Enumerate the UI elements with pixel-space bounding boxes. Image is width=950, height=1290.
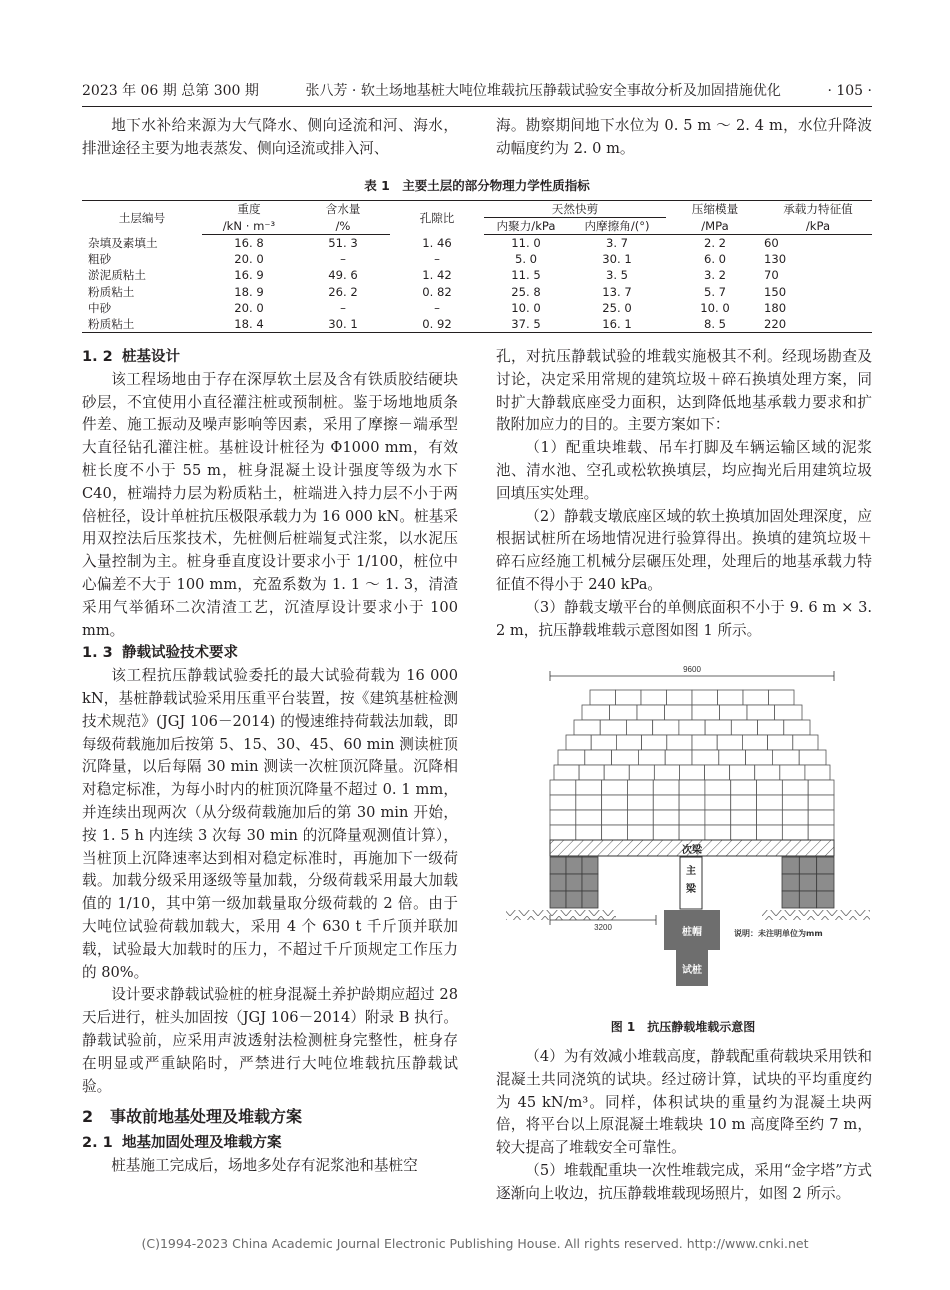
counterweight-block [591, 735, 616, 750]
paragraph-pile-design: 该工程场地由于存在深厚软土层及含有铁质胶结硬块砂层，不宜使用小直径灌注桩或预制桩。鉴于场地地质条件差、施工振动及噪声影响等因素，采用了摩擦－端承型大直径钻孔灌注桩。基桩设计桩径为 Φ1000 mm，有效桩长度不小于 55 m，桩身混凝土设计强度等级为水下 C40，桩端持力层为粉质粘土，桩端进入持力层不小于两倍桩径，设计单桩抗压极限承载力为 16 000 kN。桩基采用双控法后压浆技术，先桩侧后桩端复式注浆，以水泥压入量控制为主。桩身垂直度设计要求小于 1/100，桩位中心偏差不大于 100 mm，充盈系数为 1. 1 ～ 1. 3，清渣采用气举循环二次清渣工艺，沉渣厚设计要求小于 100 mm。 [82, 370, 458, 639]
section-heading-2 [82, 1102, 458, 1132]
col-header-cohesion: 内聚力/kPa [484, 218, 568, 235]
table-cell: 51. 3 [328, 236, 358, 251]
counterweight-block [602, 780, 628, 795]
table-cell: 13. 7 [602, 284, 632, 299]
counterweight-block [768, 735, 793, 750]
table-cell: 70 [764, 268, 779, 283]
col-header-weight-unit: /kN · m⁻³ [202, 218, 296, 235]
counterweight-block [720, 705, 748, 720]
table-cell: 8. 5 [666, 316, 764, 333]
section-title: 桩基设计 [122, 349, 180, 365]
col-header-bearing: 承载力特征值 [764, 201, 872, 218]
col-header-void: 孔隙比 [390, 201, 484, 235]
table-cell: 30. 1 [296, 316, 390, 333]
counterweight-block [576, 780, 602, 795]
table-cell: 11. 5 [511, 268, 541, 283]
table-cell: 淤泥质粘土 [88, 268, 146, 283]
counterweight-block [653, 795, 679, 810]
col-header-name: 土层编号 [82, 201, 202, 235]
counterweight-block [679, 795, 705, 810]
counterweight-block [705, 720, 731, 735]
counterweight-block [679, 720, 705, 735]
table-cell: 25. 0 [602, 300, 632, 315]
table-cell: 49. 6 [328, 268, 358, 283]
table-row [82, 284, 872, 300]
counterweight-block [574, 720, 600, 735]
counterweight-block [692, 735, 717, 750]
support-block [582, 891, 598, 908]
counterweight-block [731, 780, 757, 795]
counterweight-block [746, 750, 773, 765]
support-block [566, 874, 582, 891]
counterweight-block [808, 780, 834, 795]
counterweight-block [550, 780, 576, 795]
counterweight-block [757, 810, 783, 825]
support-block [582, 857, 598, 874]
paragraph-foundation-treatment: 桩基施工完成后，场地多处存有泥浆池和基桩空 [111, 1157, 418, 1175]
counterweight-block [719, 750, 746, 765]
table-cell: 中砂 [88, 300, 112, 315]
counterweight-block [558, 750, 585, 765]
table-cell: 3. 2 [703, 268, 727, 283]
table-cell: 0. 92 [390, 316, 484, 333]
table-cell: 11. 0 [511, 236, 541, 251]
soil-properties-table [82, 200, 872, 333]
counterweight-block [757, 780, 783, 795]
counterweight-block [642, 735, 667, 750]
figure-1-loading-diagram [496, 660, 870, 990]
section-number: 1. 3 [82, 645, 113, 662]
table-row [82, 235, 872, 252]
counterweight-block [653, 780, 679, 795]
table-cell: 150 [764, 284, 787, 299]
counterweight-block [718, 690, 744, 705]
table-row [82, 300, 872, 316]
table-cell: 18. 4 [202, 316, 296, 333]
top-left-column [82, 115, 458, 161]
paragraph-continuation: 孔，对抗压静载试验的堆载实施极其不利。经现场勘查及讨论，决定采用常规的建筑垃圾＋碎石换填处理方案，同时扩大静载底座受力面积，达到降低地基承载力要求和扩散附加应力的目的。主要方案如下： [496, 348, 872, 434]
section-title: 地基加固处理及堆载方案 [122, 1135, 282, 1152]
ground-hatch-right [762, 910, 870, 920]
paragraph-groundwater-right: 海。勘察期间地下水位为 0. 5 m ～ 2. 4 m，水位升降波动幅度约为 2. 0 m。 [496, 117, 872, 157]
support-block [782, 874, 799, 891]
counterweight-block [769, 690, 795, 705]
counterweight-block [747, 705, 775, 720]
support-block [566, 857, 582, 874]
counterweight-block [808, 810, 834, 825]
col-header-weight: 重度 [202, 201, 296, 218]
paragraph-test-requirements: 该工程抗压静载试验委托的最大试验荷载为 16 000 kN，基桩静载试验采用压重平台装置，按《建筑基桩检测技术规范》(JGJ 106－2014) 的慢速维持荷载法加载，即每级荷载施加后按第 5、15、30、45、60 min 测读桩顶沉降量，以后每隔 30 min 测读一次桩顶沉降量。沉降相对稳定标准，为每小时内的桩顶沉降量不超过 0. 1 mm，并连续出现两次（从分级荷载施加后的第 30 min 开始，按 1. 5 h 内连续 3 次每 30 min 的沉降量观测值计算），当桩顶上沉降速率达到相对稳定标准时，再施加下一级荷载。加载分级采用逐级等量加载，分级荷载采用最大加载值的 1/10，其中第一级加载量取分级荷载的 2 倍。由于大吨位试验荷载加载大，采用 4 个 630 t 千斤顶并联加载，试验最大加载时的压力，不超过千斤顶规定工作压力的 80%。 [82, 667, 458, 981]
counterweight-block [550, 825, 576, 840]
table-cell: 37. 5 [484, 316, 568, 333]
counterweight-block [627, 795, 653, 810]
counterweight-block [705, 780, 731, 795]
counterweight-block [757, 795, 783, 810]
section-title: 静载试验技术要求 [122, 645, 238, 662]
table-cell: 26. 2 [328, 284, 358, 299]
counterweight-block [782, 810, 808, 825]
counterweight-block [585, 750, 612, 765]
table-cell: – [434, 252, 440, 267]
counterweight-block [705, 795, 731, 810]
section-number: 2 [82, 1107, 94, 1127]
support-block [582, 874, 598, 891]
top-dimension-line [550, 665, 834, 681]
col-header-water: 含水量 [296, 201, 390, 218]
counterweight-block [566, 735, 591, 750]
table-cell: 16. 1 [568, 316, 666, 333]
counterweight-block [679, 765, 704, 780]
support-block [550, 874, 566, 891]
counterweight-block [731, 810, 757, 825]
col-header-modulus: 压缩模量 [666, 201, 764, 218]
table-cell: – [434, 300, 440, 315]
counterweight-block [667, 690, 693, 705]
pile-cap-label: 桩帽 [682, 927, 702, 938]
support-block [817, 874, 834, 891]
col-header-friction: 内摩擦角/(°) [568, 218, 666, 235]
list-item-5: （5）堆载配重块一次性堆载完成，采用“金字塔”方式逐渐向上收边，抗压静载堆载现场照片，如图 2 所示。 [496, 1161, 872, 1202]
counterweight-block [780, 765, 805, 780]
counterweight-block [717, 735, 742, 750]
copyright-footer: (C)1994-2023 China Academic Journal Electronic Publishing House. All rights reserved. http://www.cnki.net [141, 1236, 809, 1251]
counterweight-block [653, 720, 679, 735]
counterweight-block [784, 720, 810, 735]
counterweight-block [705, 825, 731, 840]
list-item-1: （1）配重块堆载、吊车打脚及车辆运输区域的泥浆池、清水池、空孔或松软换填层，均应掏光后用建筑垃圾回填压实处理。 [496, 439, 872, 502]
table-cell: 1. 42 [422, 268, 452, 283]
running-header [82, 78, 872, 107]
counterweight-block [627, 810, 653, 825]
counterweight-block [705, 765, 730, 780]
counterweight-block [590, 690, 616, 705]
main-beam [680, 857, 702, 909]
list-item-2: （2）静载支墩底座区域的软土换填加固处理深度，应根据试桩所在场地情况进行验算得出。换填的建筑垃圾＋碎石应经施工机械分层碾压处理，处理后的地基承载力特征值不得小于 240 kPa。 [496, 507, 872, 593]
dimension-top-label: 9600 [683, 665, 701, 674]
counterweight-block [554, 765, 579, 780]
counterweight-block [775, 705, 803, 720]
table-cell: 3. 7 [605, 236, 629, 251]
col-header-bearing-unit: /kPa [764, 218, 872, 235]
col-header-shear: 天然快剪 [484, 201, 666, 218]
counterweight-block [705, 810, 731, 825]
figure-note: 说明：未注明单位为mm [734, 929, 823, 938]
table-cell: 10. 0 [700, 300, 730, 315]
counterweight-block [604, 765, 629, 780]
counterweight-block [782, 825, 808, 840]
list-item-3: （3）静载支墩平台的单侧底面积不小于 9. 6 m × 3. 2 m，抗压静载堆载示意图如图 1 所示。 [496, 598, 872, 639]
counterweight-block [755, 765, 780, 780]
table-cell: 粉质粘土 [88, 284, 135, 299]
figure-caption: 图 1 抗压静载堆载示意图 [610, 1020, 756, 1034]
main-beam-label-2: 梁 [686, 884, 696, 895]
counterweight-block [742, 735, 767, 750]
main-beam-label-1: 主 [686, 866, 696, 877]
counterweight-block [579, 765, 604, 780]
counterweight-block [667, 735, 692, 750]
table-cell: 粉质粘土 [82, 316, 202, 333]
support-block [799, 857, 816, 874]
support-block [550, 891, 566, 908]
support-block [817, 857, 834, 874]
section-heading-1-3 [82, 642, 458, 665]
table-cell: – [340, 252, 346, 267]
counterweight-block [637, 705, 665, 720]
table-cell: 220 [764, 316, 872, 333]
support-block [817, 891, 834, 908]
support-block [782, 857, 799, 874]
dimension-bottom-label: 3200 [594, 923, 612, 932]
counterweight-block [602, 795, 628, 810]
right-column-upper [496, 346, 872, 642]
table-cell: 2. 2 [703, 236, 727, 251]
section-heading-1-2 [82, 346, 458, 369]
support-block [550, 857, 566, 874]
counterweight-block [638, 750, 665, 765]
counterweight-block [665, 705, 693, 720]
header-issue: 2023 年 06 期 总第 300 期 [82, 83, 259, 99]
counterweight-block [602, 810, 628, 825]
counterweight-block [627, 825, 653, 840]
counterweight-pyramid [550, 690, 834, 840]
table-row [82, 251, 872, 267]
table-cell: 1. 46 [422, 235, 452, 250]
table-cell: 16. 9 [234, 268, 264, 283]
counterweight-block [576, 795, 602, 810]
counterweight-block [793, 735, 818, 750]
counterweight-block [808, 795, 834, 810]
counterweight-block [743, 690, 769, 705]
counterweight-block [782, 780, 808, 795]
table-cell: 25. 8 [511, 284, 541, 299]
support-block [566, 891, 582, 908]
counterweight-block [679, 780, 705, 795]
counterweight-block [627, 780, 653, 795]
counterweight-block [626, 720, 652, 735]
counterweight-block [653, 825, 679, 840]
paragraph-groundwater-left: 地下水补给来源为大气降水、侧向迳流和河、海水，排泄途径主要为地表蒸发、侧向迳流或排入河、 [82, 117, 458, 157]
table-cell: 20. 0 [234, 300, 264, 315]
table-cell: 5. 0 [514, 252, 538, 267]
test-pile-label: 试桩 [682, 965, 702, 976]
secondary-beam-label: 次梁 [682, 845, 702, 856]
counterweight-block [600, 720, 626, 735]
counterweight-block [629, 765, 654, 780]
table-cell: 18. 9 [234, 284, 264, 299]
header-page-number: · 105 · [827, 83, 872, 99]
section-title: 事故前地基处理及堆载方案 [110, 1107, 303, 1127]
counterweight-block [730, 765, 755, 780]
table-caption: 表 1 主要土层的部分物理力学性质指标 [364, 178, 590, 193]
table-row [82, 267, 872, 283]
counterweight-block [731, 720, 757, 735]
table-cell: 3. 5 [605, 268, 629, 283]
table-cell: 130 [764, 252, 787, 267]
right-column-lower [496, 1046, 872, 1206]
counterweight-block [616, 690, 642, 705]
counterweight-block [616, 735, 641, 750]
table-cell: 6. 0 [703, 252, 727, 267]
counterweight-block [692, 690, 718, 705]
table-cell: 180 [764, 300, 787, 315]
table-row [82, 316, 872, 333]
counterweight-block [799, 750, 826, 765]
counterweight-block [582, 705, 610, 720]
counterweight-block [772, 750, 799, 765]
counterweight-block [758, 720, 784, 735]
counterweight-block [665, 750, 692, 765]
header-title: 张八芳 · 软土场地基桩大吨位堆载抗压静载试验安全事故分析及加固措施优化 [305, 83, 781, 99]
table-cell: 0. 82 [422, 284, 452, 299]
section-number: 1. 2 [82, 349, 113, 365]
section-heading-2-1 [82, 1132, 458, 1155]
paragraph-test-conditions: 设计要求静载试验桩的桩身混凝土养护龄期应超过 28 天后进行，桩头加固按（JGJ 106－2014）附录 B 执行。静载试验前，应采用声波透射法检测桩身完整性，桩身存在明显或严重缺陷时，严禁进行大吨位堆载抗压静载试验。 [82, 986, 458, 1095]
counterweight-block [576, 825, 602, 840]
counterweight-block [692, 705, 720, 720]
ground-hatch-left [506, 910, 616, 920]
left-column [82, 346, 458, 1178]
col-header-water-unit: /% [296, 218, 390, 235]
section-number: 2. 1 [82, 1135, 113, 1152]
counterweight-block [612, 750, 639, 765]
counterweight-block [679, 810, 705, 825]
table-cell: 杂填及素填土 [88, 235, 158, 250]
counterweight-block [692, 750, 719, 765]
support-block [799, 891, 816, 908]
col-header-modulus-unit: /MPa [666, 218, 764, 235]
table-cell: – [340, 300, 346, 315]
counterweight-block [653, 810, 679, 825]
counterweight-block [679, 825, 705, 840]
counterweight-block [731, 825, 757, 840]
counterweight-block [641, 690, 667, 705]
counterweight-block [731, 795, 757, 810]
table-cell: 20. 0 [234, 252, 264, 267]
counterweight-block [757, 825, 783, 840]
counterweight-block [782, 795, 808, 810]
counterweight-block [550, 795, 576, 810]
top-right-column [496, 115, 872, 161]
counterweight-block [808, 825, 834, 840]
support-block [782, 891, 799, 908]
table-cell: 粗砂 [88, 252, 112, 267]
counterweight-block [805, 765, 830, 780]
counterweight-block [654, 765, 679, 780]
list-item-4: （4）为有效减小堆载高度，静载配重荷载块采用铁和混凝土共同浇筑的试块。经过磅计算，试块的平均重度约为 45 kN/m³。同样，体积试块的重量约为混凝土块两倍，将平台以上原混凝土堆载块 10 m 高度降至约 7 m，较大提高了堆载安全可靠性。 [496, 1048, 872, 1157]
support-block [799, 874, 816, 891]
table-cell: 10. 0 [511, 300, 541, 315]
table-cell: 16. 8 [234, 236, 264, 251]
table-cell: 5. 7 [703, 284, 727, 299]
counterweight-block [610, 705, 638, 720]
counterweight-block [602, 825, 628, 840]
table-cell: 60 [764, 236, 779, 251]
table-cell: 30. 1 [602, 252, 632, 267]
counterweight-block [576, 810, 602, 825]
counterweight-block [550, 810, 576, 825]
